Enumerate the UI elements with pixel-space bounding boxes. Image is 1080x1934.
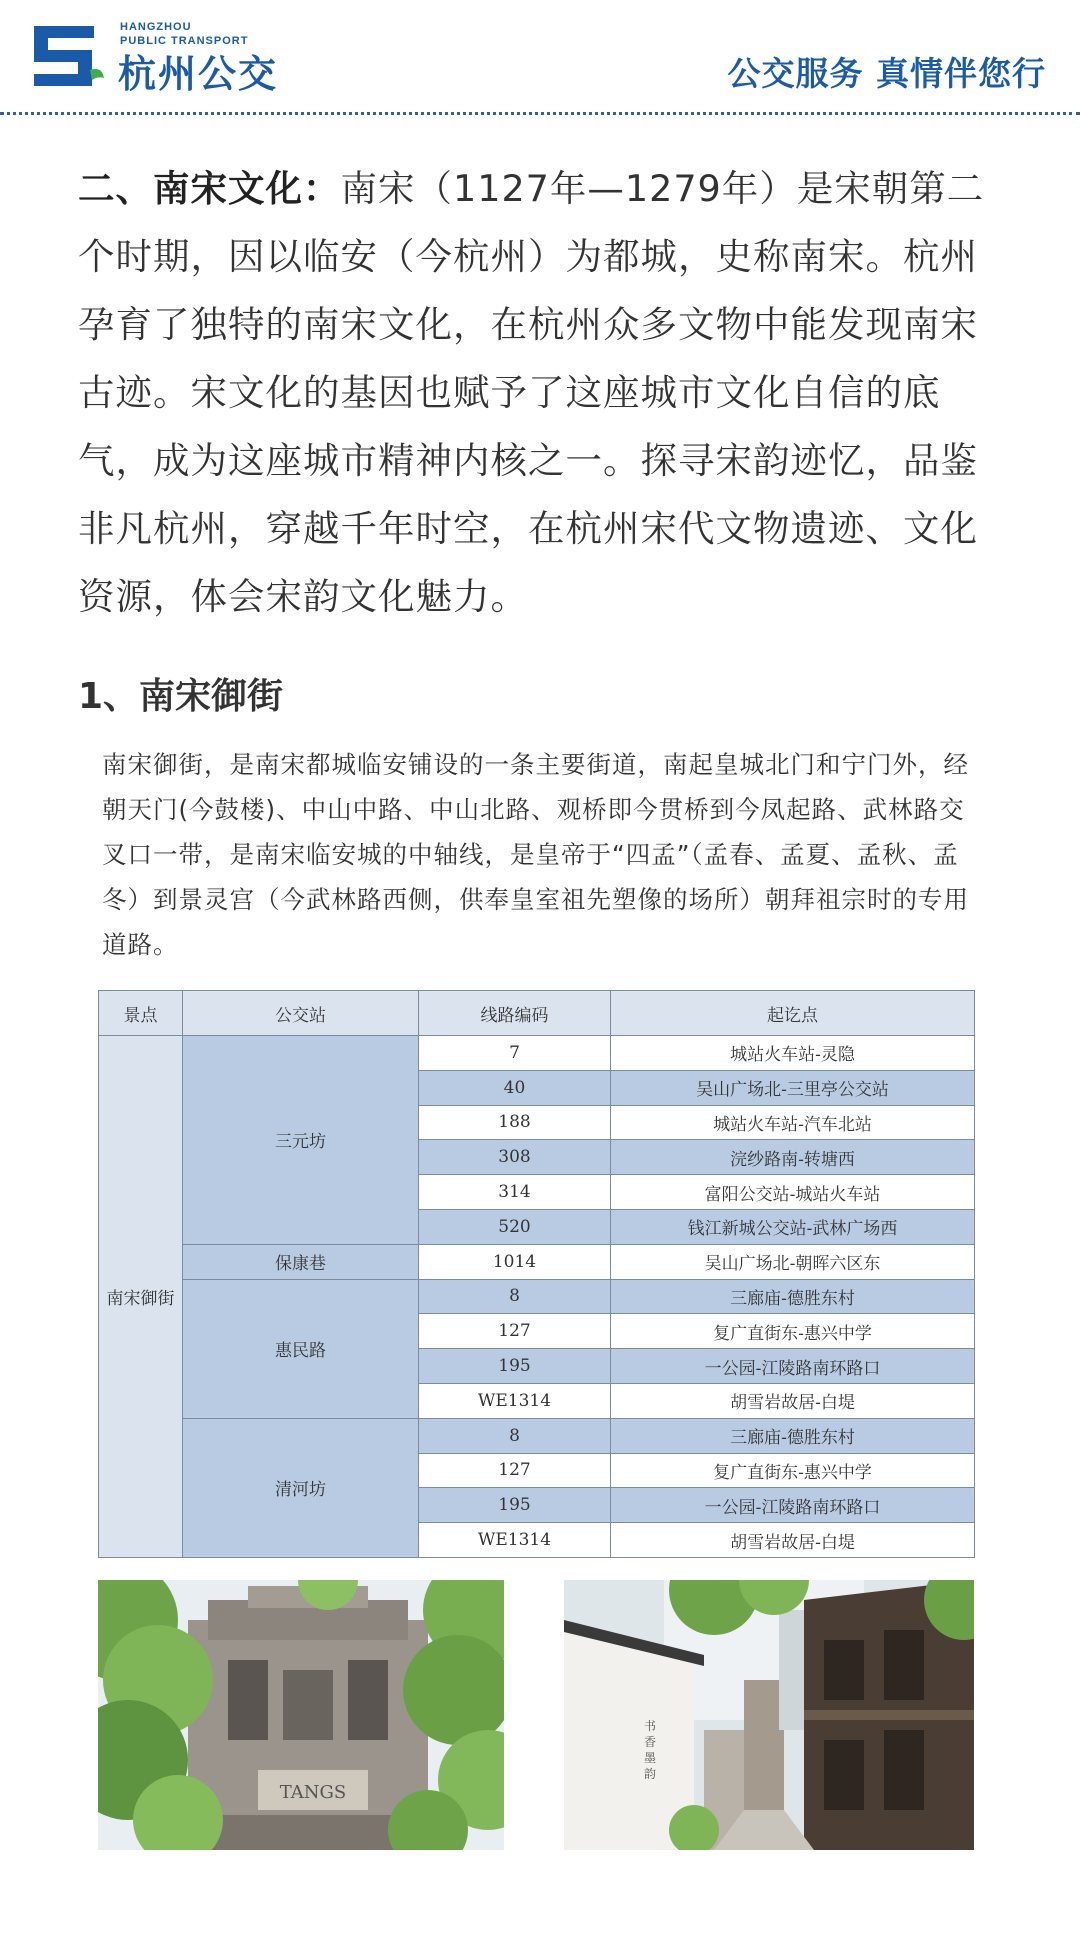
route-code-cell: WE1314 [419,1383,611,1418]
route-endpoints-cell: 城站火车站-灵隐 [611,1036,975,1071]
route-code-cell: 195 [419,1488,611,1523]
route-endpoints-cell: 一公园-江陵路南环路口 [611,1488,975,1523]
route-code-cell: 520 [419,1209,611,1244]
route-code-cell: 195 [419,1349,611,1384]
table-row [99,1244,975,1279]
route-endpoints-cell: 一公园-江陵路南环路口 [611,1349,975,1384]
calligraphy-char: 香 [644,1735,657,1749]
route-endpoints-cell: 复广直街东-惠兴中学 [611,1453,975,1488]
route-endpoints-cell: 三廊庙-德胜东村 [611,1279,975,1314]
table-header-cell: 公交站 [183,991,419,1036]
table-header-cell: 景点 [99,991,183,1036]
tangs-sign-text: TANGS [279,1782,347,1803]
route-code-cell: 1014 [419,1244,611,1279]
table-row [99,1036,975,1071]
route-endpoints-cell: 吴山广场北-三里亭公交站 [611,1070,975,1105]
table-header-cell: 线路编码 [419,991,611,1036]
station-cell: 三元坊 [183,1036,419,1245]
table-header-row [99,991,975,1036]
table-row [99,1418,975,1453]
calligraphy-char: 墨 [644,1751,657,1765]
route-endpoints-cell: 浣纱路南-转塘西 [611,1140,975,1175]
route-code-cell: 127 [419,1314,611,1349]
historic-building-image [98,1580,504,1850]
route-code-cell: 188 [419,1105,611,1140]
intro-lead: 二、南宋文化： [78,167,341,210]
route-code-cell: WE1314 [419,1523,611,1558]
table-row [99,1279,975,1314]
route-endpoints-cell: 胡雪岩故居-白堤 [611,1383,975,1418]
bus-route-table-wrapper [98,990,974,1558]
hangzhou-bus-logo-icon [32,20,106,94]
header-slogan: 公交服务 真情伴您行 [727,54,1046,93]
logo-english-text [120,20,248,48]
route-endpoints-cell: 富阳公交站-城站火车站 [611,1175,975,1210]
station-cell: 惠民路 [183,1279,419,1418]
route-endpoints-cell: 吴山广场北-朝晖六区东 [611,1244,975,1279]
route-endpoints-cell: 三廊庙-德胜东村 [611,1418,975,1453]
page-header [0,0,1080,112]
photo-old-street [564,1580,974,1850]
route-endpoints-cell: 复广直街东-惠兴中学 [611,1314,975,1349]
route-code-cell: 40 [419,1070,611,1105]
table-header-cell: 起讫点 [611,991,975,1036]
intro-paragraph [78,155,1008,631]
calligraphy-char: 书 [644,1719,657,1733]
logo-en-line2: PUBLIC TRANSPORT [120,35,249,47]
logo-en-line1: HANGZHOU [120,21,192,33]
station-cell: 清河坊 [183,1418,419,1557]
route-code-cell: 308 [419,1140,611,1175]
route-code-cell: 7 [419,1036,611,1071]
photo-historic-building [98,1580,504,1850]
calligraphy-char: 韵 [644,1767,657,1781]
logo-chinese-text: 杭州公交 [118,52,279,96]
route-endpoints-cell: 胡雪岩故居-白堤 [611,1523,975,1558]
route-endpoints-cell: 城站火车站-汽车北站 [611,1105,975,1140]
route-code-cell: 8 [419,1418,611,1453]
old-street-image [564,1580,974,1850]
route-code-cell: 127 [419,1453,611,1488]
station-cell: 保康巷 [183,1244,419,1279]
section-paragraph: 南宋御街，是南宋都城临安铺设的一条主要街道，南起皇城北门和宁门外，经朝天门(今鼓楼)、中山中路、中山北路、观桥即今贯桥到今凤起路、武林路交叉口一带，是南宋临安城的中轴线，是皇帝于“四孟”（孟春、孟夏、孟秋、孟冬）到景灵宫（今武林路西侧，供奉皇室祖先塑像的场所）朝拜祖宗时的专用道路。 [102,750,969,959]
section-title: 1、南宋御街 [78,676,284,717]
route-endpoints-cell: 钱江新城公交站-武林广场西 [611,1209,975,1244]
intro-body: 南宋（1127年—1279年）是宋朝第二个时期，因以临安（今杭州）为都城，史称南宋。杭州孕育了独特的南宋文化，在杭州众多文物中能发现南宋古迹。宋文化的基因也赋予了这座城市文化自信的底气，成为这座城市精神内核之一。探寻宋韵迹忆，品鉴非凡杭州，穿越千年时空，在杭州宋代文物遗迹、文化资源，体会宋韵文化魅力。 [78,167,985,618]
header-divider [0,112,1080,115]
bus-route-table [98,990,975,1558]
spot-cell: 南宋御街 [99,1036,183,1558]
route-code-cell: 8 [419,1279,611,1314]
route-code-cell: 314 [419,1175,611,1210]
